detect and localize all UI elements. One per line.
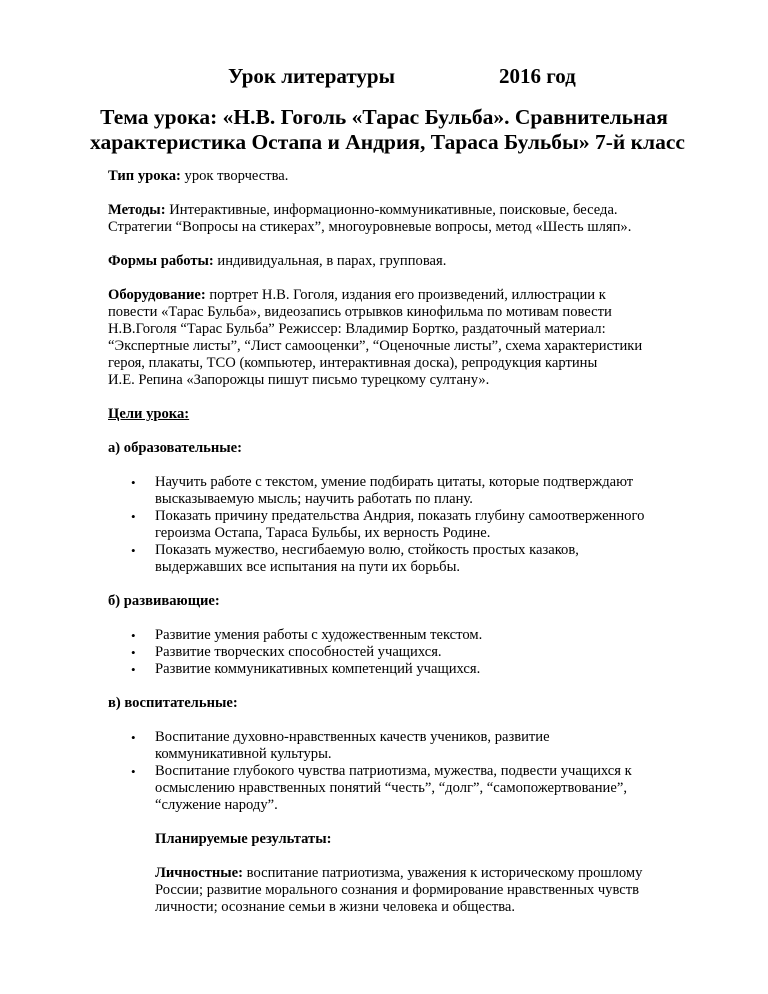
equipment-line-4: “Экспертные листы”, “Лист самооценки”, “Оценочные листы”, схема характеристики bbox=[108, 338, 643, 354]
personal-results-line-2: России; развитие морального сознания и формирование нравственных чувств bbox=[155, 882, 640, 898]
equipment-paragraph bbox=[108, 287, 708, 389]
bullet-icon: • bbox=[131, 662, 136, 677]
bullet-icon: • bbox=[131, 509, 136, 524]
methods-paragraph bbox=[108, 202, 708, 236]
list-item-line: Развитие коммуникативных компетенций учащихся. bbox=[155, 661, 481, 677]
document-body bbox=[108, 168, 708, 933]
list-item-line: Воспитание глубокого чувства патриотизма, мужества, подвести учащихся к bbox=[155, 763, 632, 779]
goals-heading: Цели урока: bbox=[108, 406, 190, 422]
list-item-line: Развитие творческих способностей учащихся. bbox=[155, 644, 442, 660]
lesson-type-label: Тип урока: bbox=[108, 168, 181, 184]
list-item-line: Показать причину предательства Андрия, показать глубину самоотверженного bbox=[155, 508, 645, 524]
list-item bbox=[108, 729, 708, 763]
personal-results-paragraph bbox=[108, 865, 708, 916]
title-line-2: характеристика Остапа и Андрия, Тараса Бульбы» 7-й класс bbox=[90, 130, 685, 154]
list-item bbox=[108, 474, 708, 508]
educational-list bbox=[108, 474, 708, 576]
personal-results-line-1: воспитание патриотизма, уважения к историческому прошлому bbox=[243, 865, 643, 881]
methods-line-1: Интерактивные, информационно-коммуникативные, поисковые, беседа. bbox=[165, 202, 618, 218]
lesson-subject: Урок литературы bbox=[228, 64, 395, 88]
upbringing-list bbox=[108, 729, 708, 814]
lesson-title bbox=[90, 105, 685, 155]
developing-list bbox=[108, 627, 708, 678]
bullet-icon: • bbox=[131, 475, 136, 490]
educational-heading: а) образовательные: bbox=[108, 440, 243, 456]
developing-heading: б) развивающие: bbox=[108, 593, 220, 609]
list-item-line: коммуникативной культуры. bbox=[155, 746, 332, 762]
list-item-line: “служение народу”. bbox=[155, 797, 278, 813]
lesson-year: 2016 год bbox=[499, 64, 576, 88]
equipment-line-1: портрет Н.В. Гоголя, издания его произведений, иллюстрации к bbox=[205, 287, 606, 303]
equipment-line-3: Н.В.Гоголя “Тарас Бульба” Режиссер: Владимир Бортко, раздаточный материал: bbox=[108, 321, 606, 337]
methods-label: Методы: bbox=[108, 202, 166, 218]
list-item-line: осмыслению нравственных понятий “честь”, “долг”, “самопожертвование”, bbox=[155, 780, 627, 796]
personal-results-label: Личностные: bbox=[155, 865, 244, 881]
list-item bbox=[108, 508, 708, 542]
list-item bbox=[108, 661, 708, 678]
bullet-icon: • bbox=[131, 730, 136, 745]
list-item-line: Научить работе с текстом, умение подбирать цитаты, которые подтверждают bbox=[155, 474, 634, 490]
forms-value: индивидуальная, в парах, групповая. bbox=[213, 253, 447, 269]
methods-line-2: Стратегии “Вопросы на стикерах”, многоуровневые вопросы, метод «Шесть шляп». bbox=[108, 219, 632, 235]
bullet-icon: • bbox=[131, 628, 136, 643]
list-item bbox=[108, 542, 708, 576]
list-item bbox=[108, 763, 708, 814]
personal-results-line-3: личности; осознание семьи в жизни человека и общества. bbox=[155, 899, 516, 915]
list-item-line: Воспитание духовно-нравственных качеств учеников, развитие bbox=[155, 729, 550, 745]
planned-results-heading: Планируемые результаты: bbox=[155, 831, 332, 847]
equipment-label: Оборудование: bbox=[108, 287, 206, 303]
bullet-icon: • bbox=[131, 764, 136, 779]
list-item bbox=[108, 627, 708, 644]
equipment-line-2: повести «Тарас Бульба», видеозапись отрывков кинофильма по мотивам повести bbox=[108, 304, 612, 320]
forms-paragraph bbox=[108, 253, 708, 270]
list-item-line: Развитие умения работы с художественным текстом. bbox=[155, 627, 483, 643]
list-item-line: Показать мужество, несгибаемую волю, стойкость простых казаков, bbox=[155, 542, 579, 558]
list-item-line: высказываемую мысль; научить работать по плану. bbox=[155, 491, 473, 507]
bullet-icon: • bbox=[131, 543, 136, 558]
lesson-type-value: урок творчества. bbox=[180, 168, 289, 184]
equipment-line-5: героя, плакаты, ТСО (компьютер, интерактивная доска), репродукция картины bbox=[108, 355, 598, 371]
list-item-line: выдержавших все испытания на пути их борьбы. bbox=[155, 559, 461, 575]
upbringing-heading: в) воспитательные: bbox=[108, 695, 238, 711]
title-line-1: Тема урока: «Н.В. Гоголь «Тарас Бульба». Сравнительная bbox=[100, 105, 668, 129]
forms-label: Формы работы: bbox=[108, 253, 214, 269]
list-item bbox=[108, 644, 708, 661]
list-item-line: героизма Остапа, Тараса Бульбы, их верность Родине. bbox=[155, 525, 491, 541]
equipment-line-6: И.Е. Репина «Запорожцы пишут письмо турецкому султану». bbox=[108, 372, 490, 388]
lesson-type bbox=[108, 168, 708, 185]
bullet-icon: • bbox=[131, 645, 136, 660]
